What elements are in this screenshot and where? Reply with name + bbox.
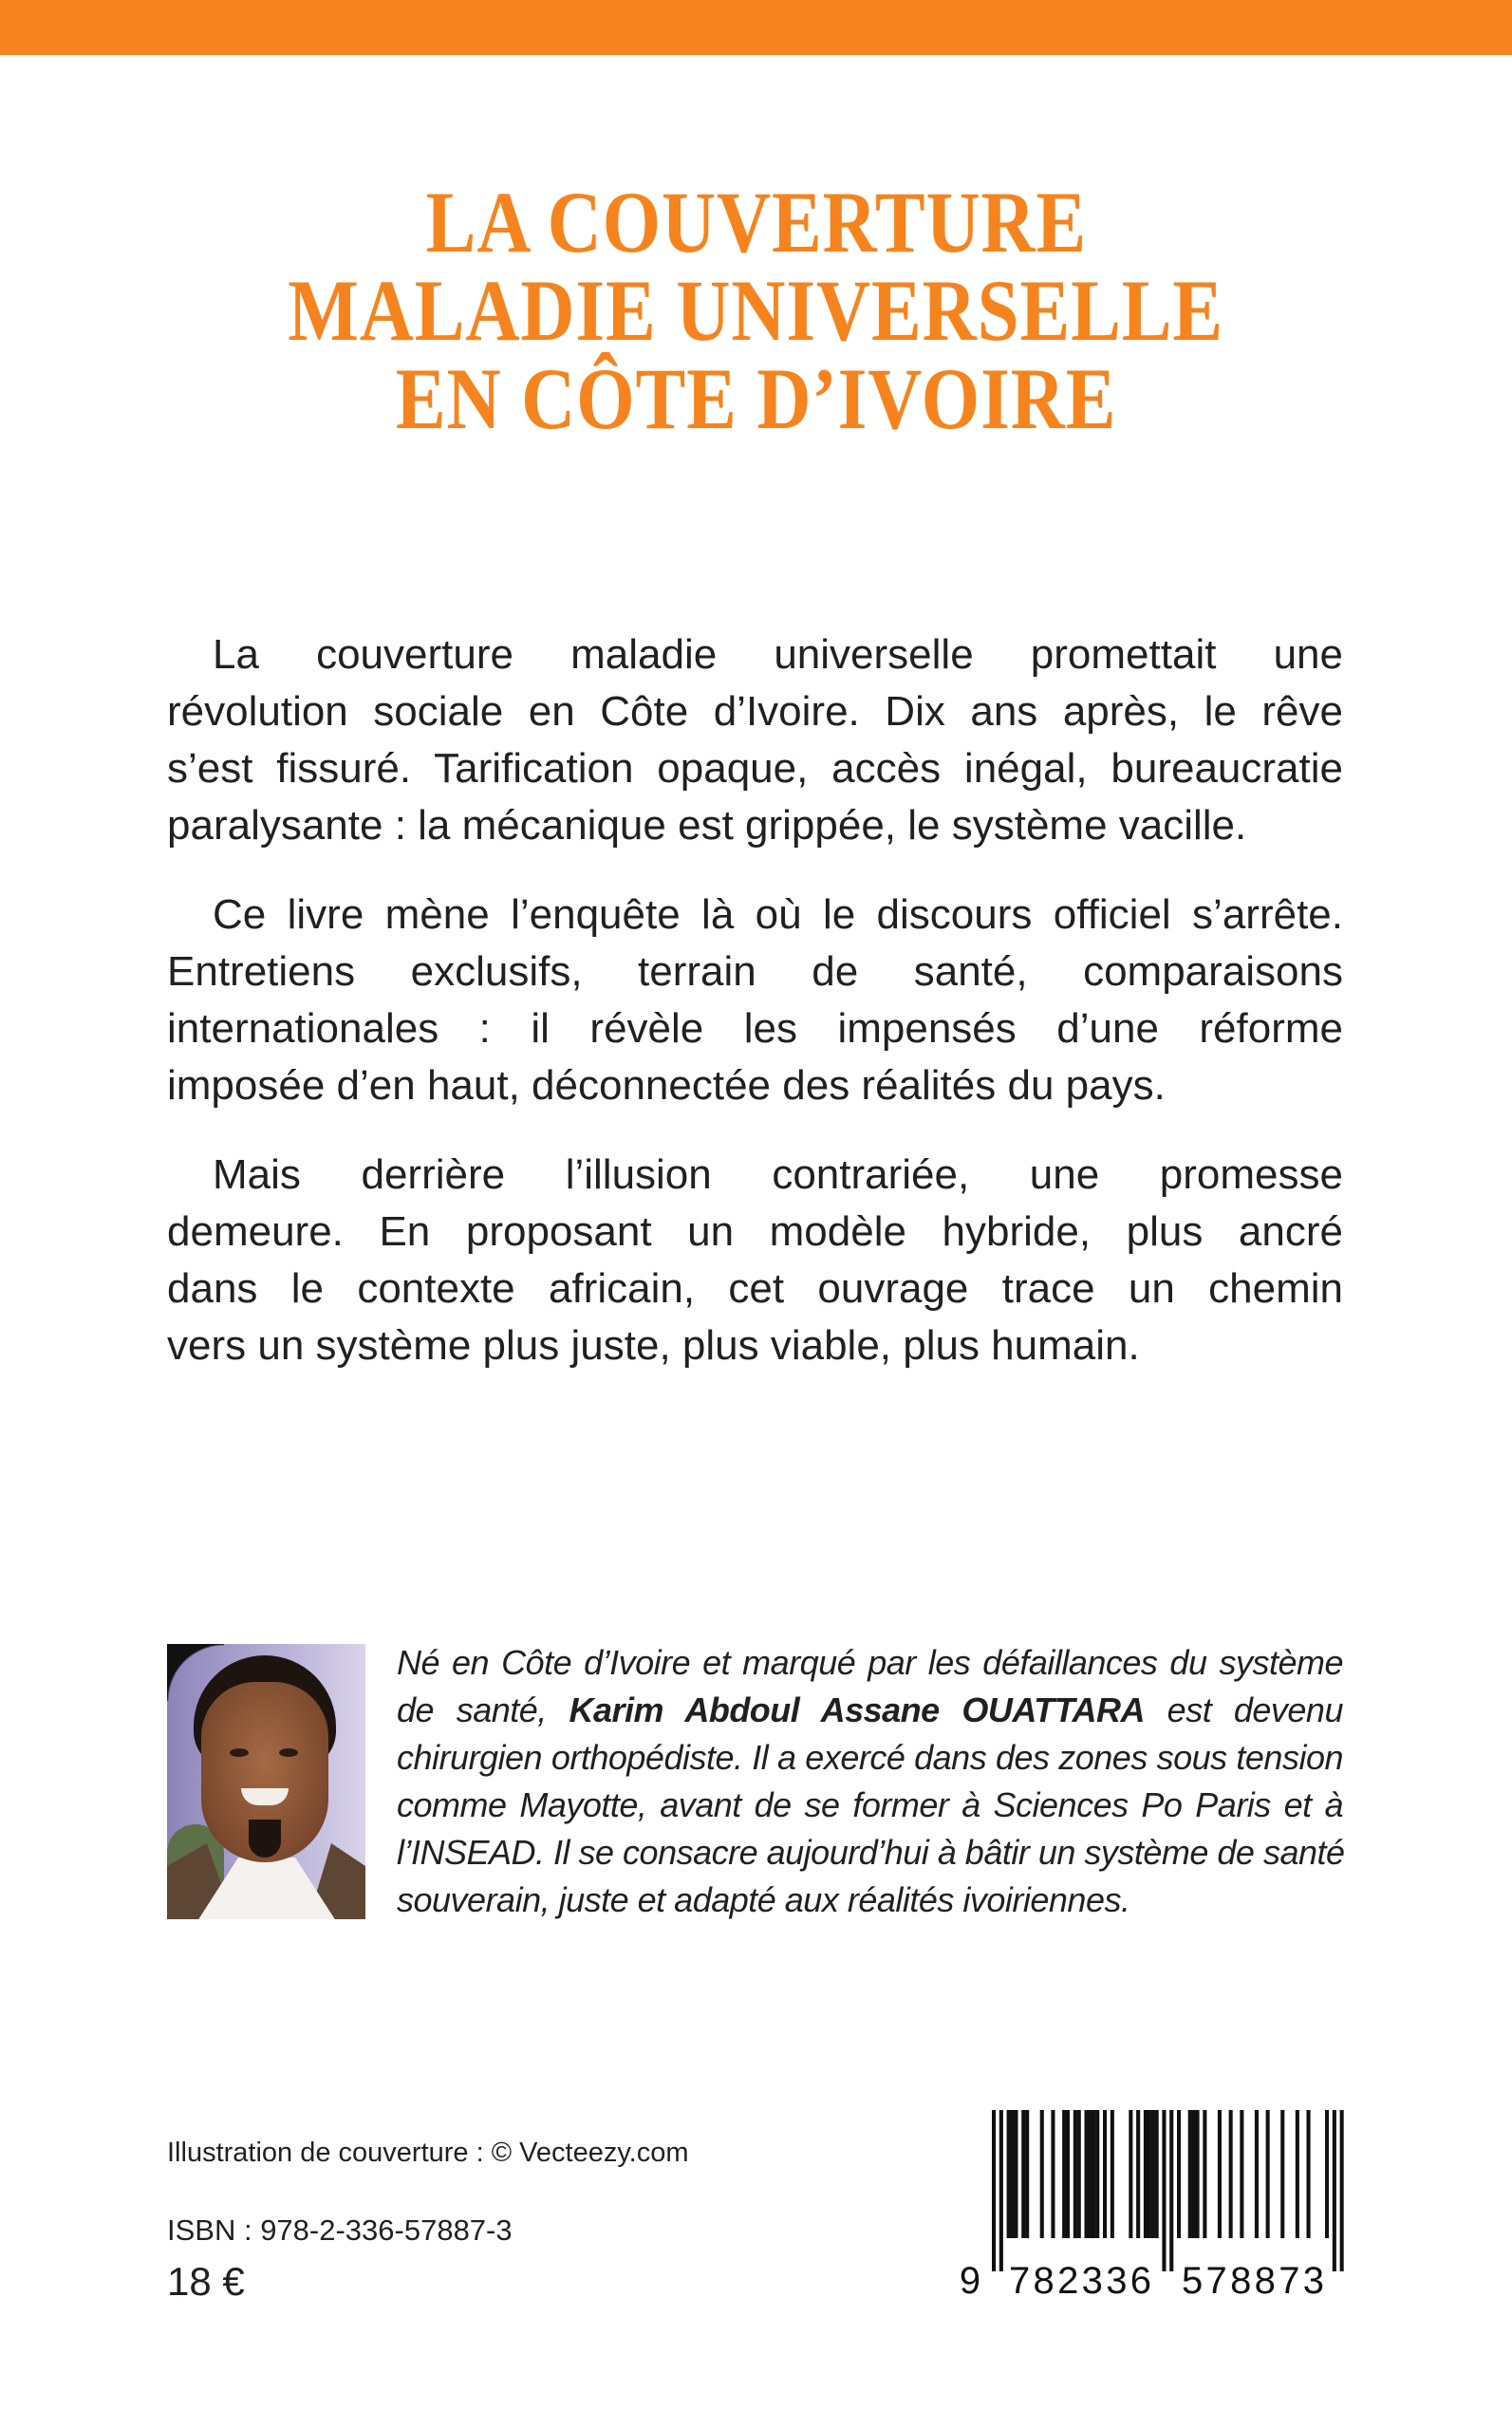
barcode-bar — [1296, 2110, 1299, 2238]
barcode-bar — [1196, 2110, 1200, 2238]
barcode-bar — [1218, 2110, 1222, 2238]
bio-line: l’INSEAD. Il se consacre aujourd’hui à bâtir un système de santé — [397, 1833, 1345, 1872]
barcode-bar — [1307, 2110, 1311, 2238]
barcode-bar — [1169, 2110, 1173, 2271]
bio-text: de santé, — [397, 1690, 547, 1729]
barcode-bar — [1129, 2110, 1132, 2238]
barcode-bar — [1240, 2110, 1243, 2238]
illustration-credit: Illustration de couverture : © Vecteezy.com — [167, 2138, 689, 2168]
text-line: La couverture maladie universelle promettait une — [213, 631, 1343, 678]
barcode-bar — [1077, 2110, 1081, 2238]
text-line: révolution sociale en Côte d’Ivoire. Dix ans après, le rêve — [167, 688, 1343, 735]
text-line: Ce livre mène l’enquête là où le discours officiel s’arrête. — [213, 891, 1343, 938]
text-line: Mais derrière l’illusion contrariée, une promesse — [213, 1151, 1343, 1198]
barcode-bar — [1040, 2110, 1044, 2238]
book-title — [0, 174, 1512, 447]
barcode-bar — [1136, 2110, 1140, 2238]
blurb-paragraph-1 — [167, 626, 1343, 854]
barcode-bar — [1203, 2110, 1206, 2238]
barcode-bar — [1062, 2110, 1066, 2238]
barcode-bar — [1111, 2110, 1114, 2238]
barcode-bar — [1103, 2110, 1107, 2238]
barcode-bar — [1073, 2110, 1077, 2238]
barcode-bar — [1188, 2110, 1192, 2238]
barcode-bar — [1021, 2110, 1025, 2238]
text-line: dans le contexte africain, cet ouvrage trace un chemin — [167, 1265, 1343, 1312]
bio-line: Né en Côte d’Ivoire et marqué par les défaillances du système — [397, 1643, 1343, 1682]
barcode-bar — [1011, 2110, 1015, 2238]
blurb-paragraph-2 — [167, 887, 1343, 1114]
author-photo — [167, 1644, 365, 1919]
barcode-bar — [1007, 2110, 1011, 2238]
barcode-bar — [1066, 2110, 1070, 2238]
text-line: paralysante : la mécanique est grippée, le système vacille. — [167, 802, 1247, 849]
barcode-bar — [1151, 2110, 1155, 2238]
top-accent-bar — [0, 0, 1512, 55]
bio-line — [397, 1687, 1343, 1734]
title-line-2: MALADIE UNIVERSELLE — [288, 262, 1224, 359]
blurb-paragraph-3 — [167, 1147, 1343, 1374]
barcode-bar — [1177, 2110, 1181, 2238]
barcode-bar — [1095, 2110, 1099, 2238]
barcode-bar — [1014, 2110, 1017, 2238]
isbn: ISBN : 978-2-336-57887-3 — [167, 2213, 513, 2247]
barcode-bar — [1266, 2110, 1270, 2238]
price: 18 € — [167, 2259, 245, 2304]
barcode-bar — [1051, 2110, 1055, 2238]
text-line: imposée d’en haut, déconnectée des réalités du pays. — [167, 1062, 1166, 1109]
barcode-bar — [1155, 2110, 1159, 2238]
barcode-bar — [1148, 2110, 1151, 2238]
barcode-digits-right: 578873 — [1182, 2260, 1324, 2302]
blurb — [167, 626, 1343, 1407]
barcode-bar — [1144, 2110, 1148, 2238]
text-line: internationales : il révèle les impensés d’une réforme — [167, 1005, 1343, 1052]
barcode-bar — [1085, 2110, 1089, 2238]
barcode-bar — [1333, 2110, 1336, 2271]
author-name: Karim Abdoul Assane OUATTARA — [569, 1690, 1145, 1729]
barcode-digits-left: 782336 — [1009, 2260, 1151, 2302]
bio-line: souverain, juste et adapté aux réalités ivoiriennes. — [397, 1880, 1130, 1919]
bio-line: comme Mayotte, avant de se former à Sciences Po Paris et à — [397, 1785, 1343, 1824]
isbn-barcode — [949, 2105, 1348, 2305]
barcode-bar — [1280, 2110, 1284, 2238]
bio-line: chirurgien orthopédiste. Il a exercé dans des zones sous tension — [397, 1738, 1343, 1777]
text-line: Entretiens exclusifs, terrain de santé, comparaisons — [167, 948, 1343, 995]
bio-text: est devenu — [1167, 1690, 1343, 1729]
barcode-digit-first: 9 — [959, 2260, 981, 2302]
author-bio — [397, 1639, 1343, 1924]
barcode-bar — [1229, 2110, 1233, 2238]
barcode-bar — [1092, 2110, 1095, 2238]
title-line-1: LA COUVERTURE — [425, 174, 1087, 271]
title-line-3: EN CÔTE D’IVOIRE — [395, 350, 1117, 447]
barcode-bar — [1325, 2110, 1329, 2238]
text-line: s’est fissuré. Tarification opaque, accès inégal, bureaucratie — [167, 745, 1343, 792]
barcode-bar — [1088, 2110, 1092, 2238]
barcode-bar — [1025, 2110, 1029, 2238]
barcode-bar — [1255, 2110, 1259, 2238]
barcode-bar — [1340, 2110, 1344, 2271]
text-line: demeure. En proposant un modèle hybride, plus ancré — [167, 1208, 1343, 1255]
barcode-bar — [992, 2110, 996, 2271]
text-line: vers un système plus juste, plus viable, plus humain. — [167, 1322, 1140, 1369]
barcode-bar — [999, 2110, 1003, 2271]
barcode-bar — [1192, 2110, 1196, 2238]
barcode-bar — [1162, 2110, 1166, 2271]
